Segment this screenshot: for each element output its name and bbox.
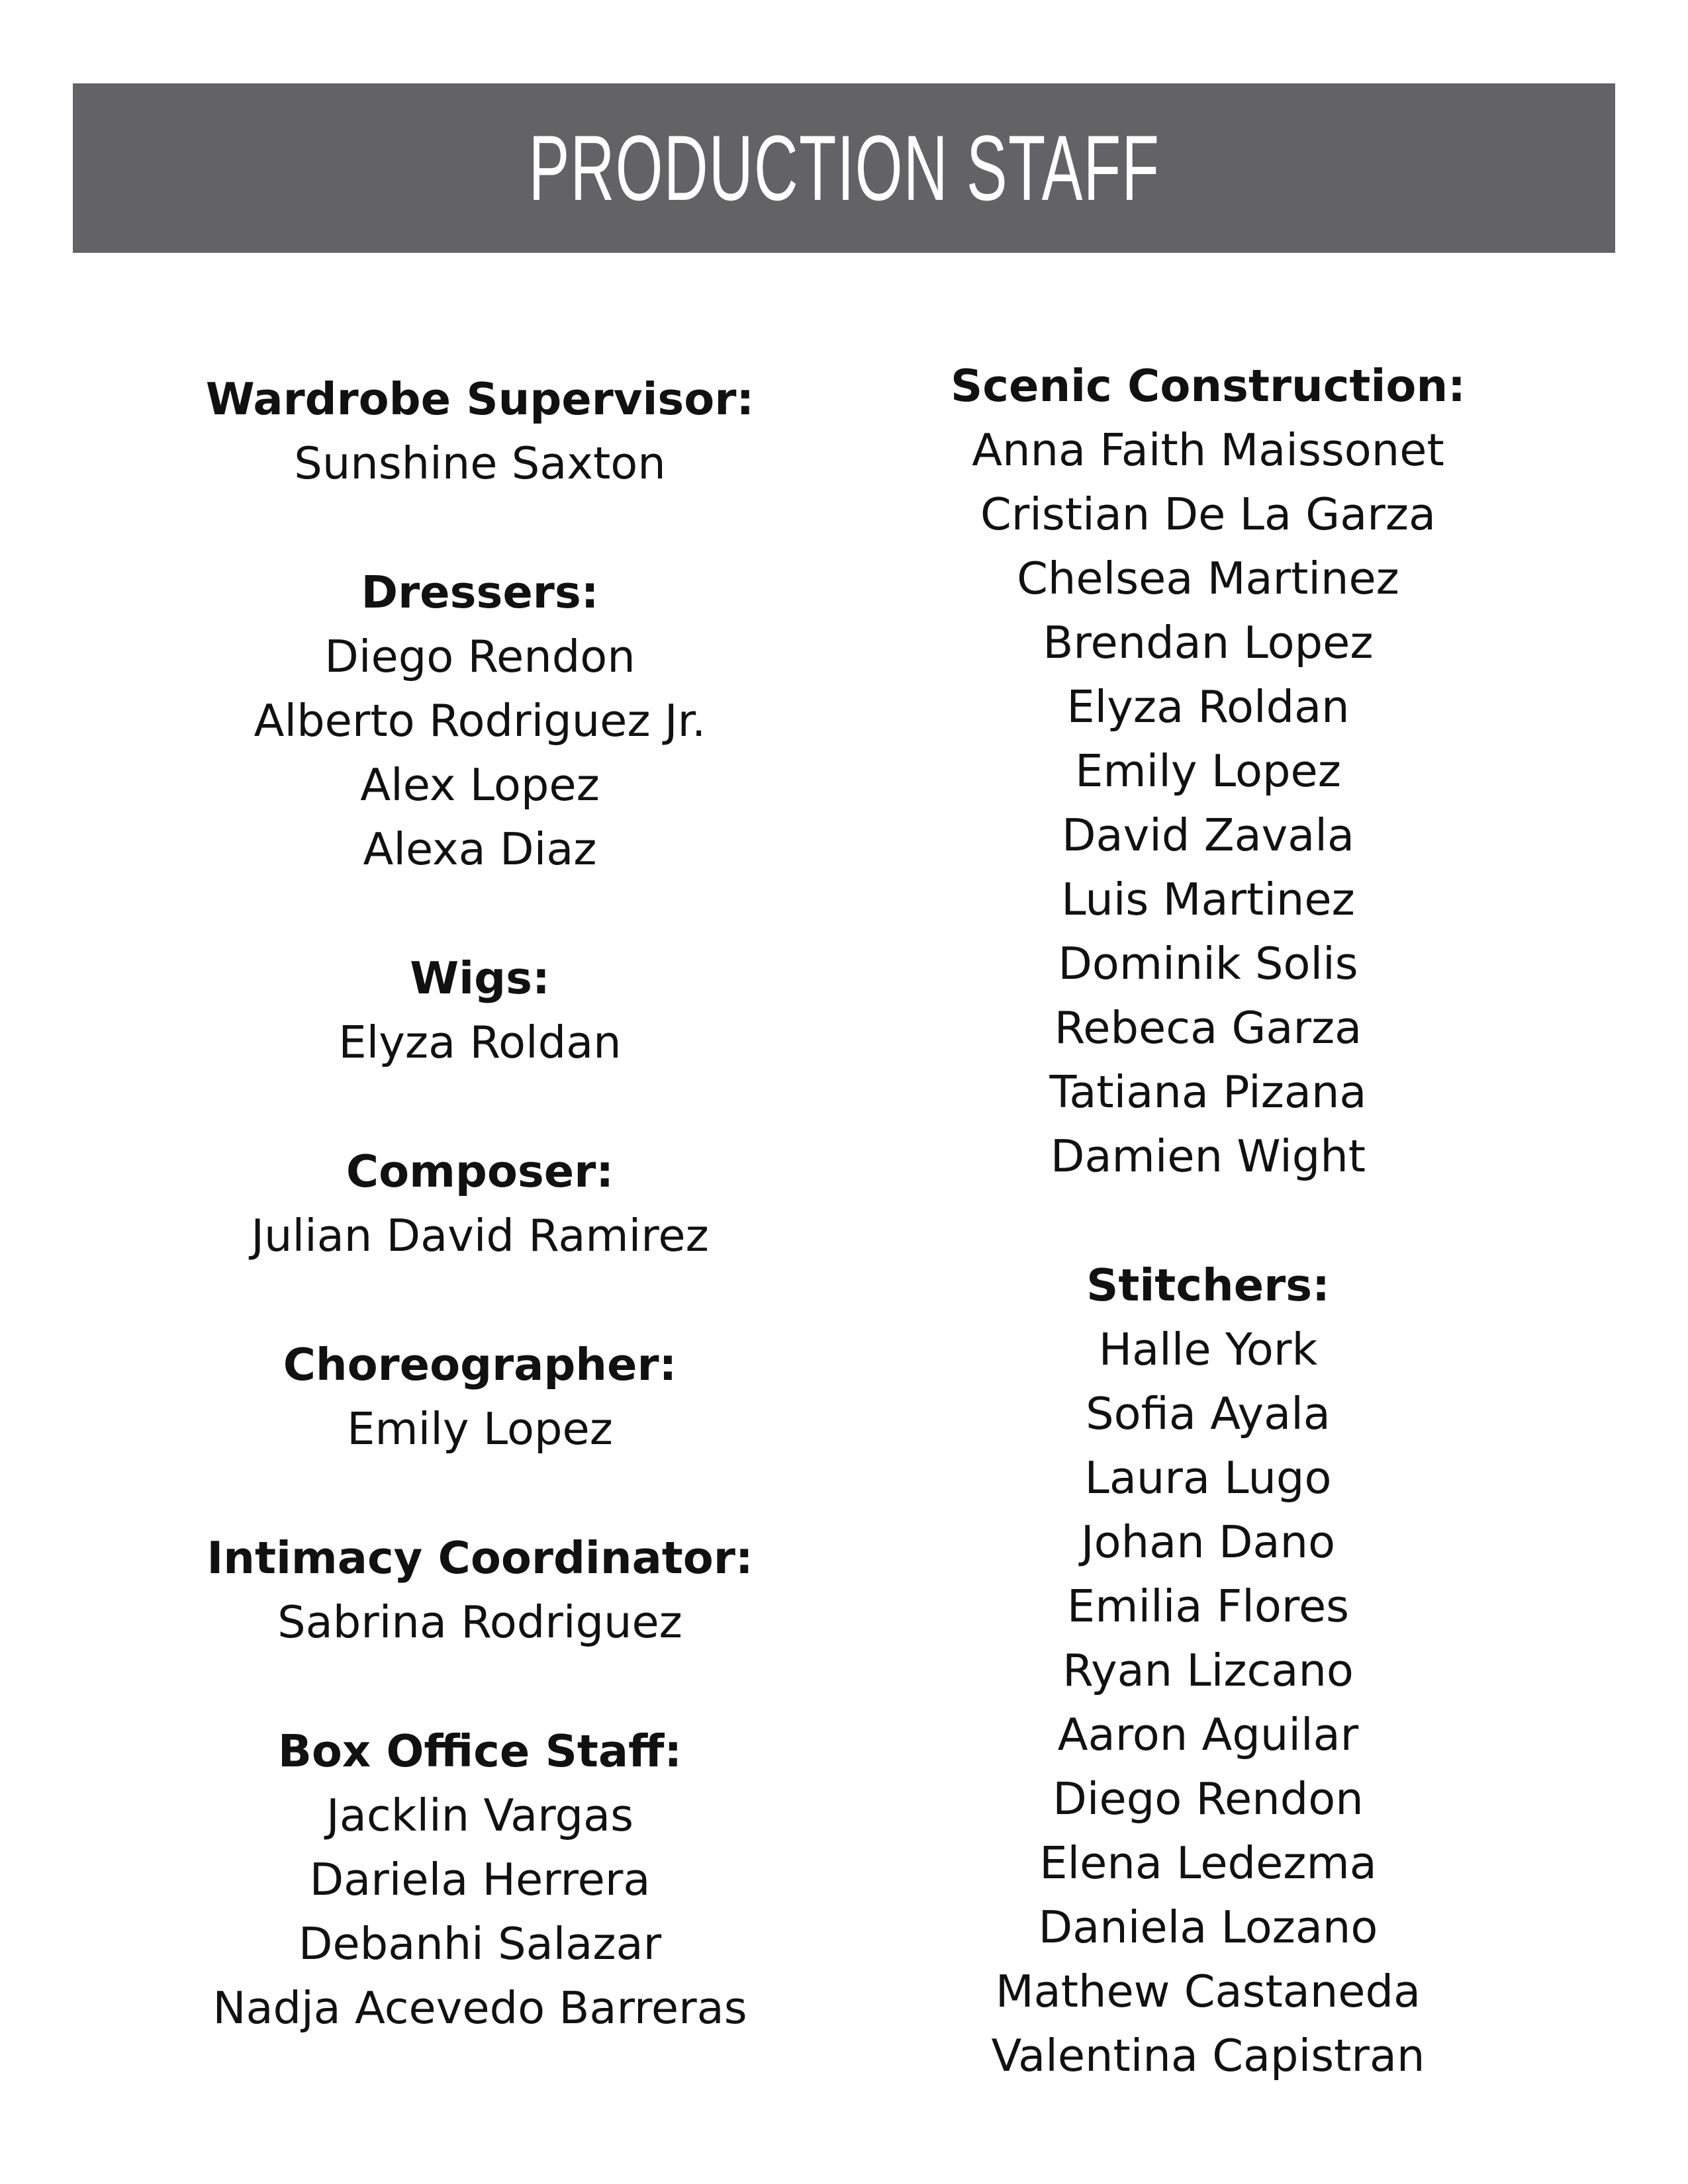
staff-name: Chelsea Martinez — [1017, 553, 1399, 604]
section-title: Box Office Staff: — [277, 1725, 682, 1777]
staff-name: Alex Lopez — [360, 759, 600, 811]
header-banner — [73, 83, 1615, 253]
staff-name: Tatiana Pizana — [1049, 1066, 1367, 1118]
staff-name: Sabrina Rodriguez — [277, 1596, 682, 1648]
staff-name: Damien Wight — [1050, 1130, 1366, 1182]
section-title: Composer: — [346, 1146, 614, 1197]
section-title: Dressers: — [361, 567, 599, 618]
staff-name: Dariela Herrera — [309, 1854, 651, 1905]
staff-section — [136, 1526, 824, 1655]
staff-name: Cristian De La Garza — [980, 488, 1436, 540]
staff-name: Alexa Diaz — [363, 823, 597, 875]
staff-name: Elyza Roldan — [338, 1017, 622, 1068]
staff-name: Julian David Ramirez — [251, 1210, 709, 1261]
section-title: Wigs: — [410, 952, 550, 1004]
staff-name: David Zavala — [1061, 809, 1355, 861]
staff-section — [136, 1140, 824, 1268]
staff-name: Aaron Aguilar — [1057, 1709, 1359, 1760]
staff-section — [136, 946, 824, 1075]
staff-section — [136, 367, 824, 496]
right-column — [864, 354, 1552, 2153]
staff-section — [136, 1719, 824, 2040]
staff-name: Anna Faith Maissonet — [972, 424, 1444, 476]
section-title: Intimacy Coordinator: — [207, 1532, 753, 1584]
staff-name: Valentina Capistran — [991, 2030, 1425, 2081]
staff-section — [136, 1333, 824, 1461]
staff-name: Halle York — [1098, 1324, 1318, 1375]
staff-name: Dominik Solis — [1058, 938, 1358, 989]
staff-name: Elena Ledezma — [1039, 1837, 1377, 1889]
staff-name: Emily Lopez — [347, 1403, 613, 1455]
staff-section — [136, 561, 824, 882]
staff-name: Sofia Ayala — [1086, 1388, 1331, 1439]
staff-section — [864, 354, 1552, 1189]
staff-name: Rebeca Garza — [1054, 1002, 1362, 1054]
staff-name: Elyza Roldan — [1066, 681, 1350, 733]
section-title: Stitchers: — [1086, 1259, 1330, 1311]
staff-name: Emilia Flores — [1066, 1580, 1350, 1632]
staff-name: Emily Lopez — [1075, 745, 1341, 797]
staff-name: Mathew Castaneda — [995, 1966, 1421, 2017]
staff-name: Debanhi Salazar — [298, 1918, 662, 1970]
staff-name: Alberto Rodriguez Jr. — [254, 695, 706, 747]
staff-name: Diego Rendon — [1053, 1773, 1364, 1825]
section-title: Choreographer: — [283, 1339, 677, 1390]
section-title: Wardrobe Supervisor: — [205, 373, 755, 425]
staff-section — [864, 1253, 1552, 2088]
staff-name: Sunshine Saxton — [294, 437, 666, 489]
staff-name: Johan Dano — [1080, 1516, 1336, 1568]
staff-name: Daniela Lozano — [1038, 1901, 1378, 1953]
staff-name: Brendan Lopez — [1043, 617, 1374, 668]
staff-name: Ryan Lizcano — [1062, 1645, 1354, 1696]
left-column — [136, 367, 824, 2105]
staff-name: Laura Lugo — [1084, 1452, 1332, 1504]
staff-name: Jacklin Vargas — [326, 1790, 633, 1841]
staff-name: Nadja Acevedo Barreras — [212, 1982, 747, 2034]
section-title: Scenic Construction: — [951, 360, 1466, 412]
staff-name: Luis Martinez — [1061, 874, 1355, 925]
page-title: PRODUCTION STAFF — [528, 116, 1160, 220]
staff-name: Diego Rendon — [324, 631, 635, 682]
